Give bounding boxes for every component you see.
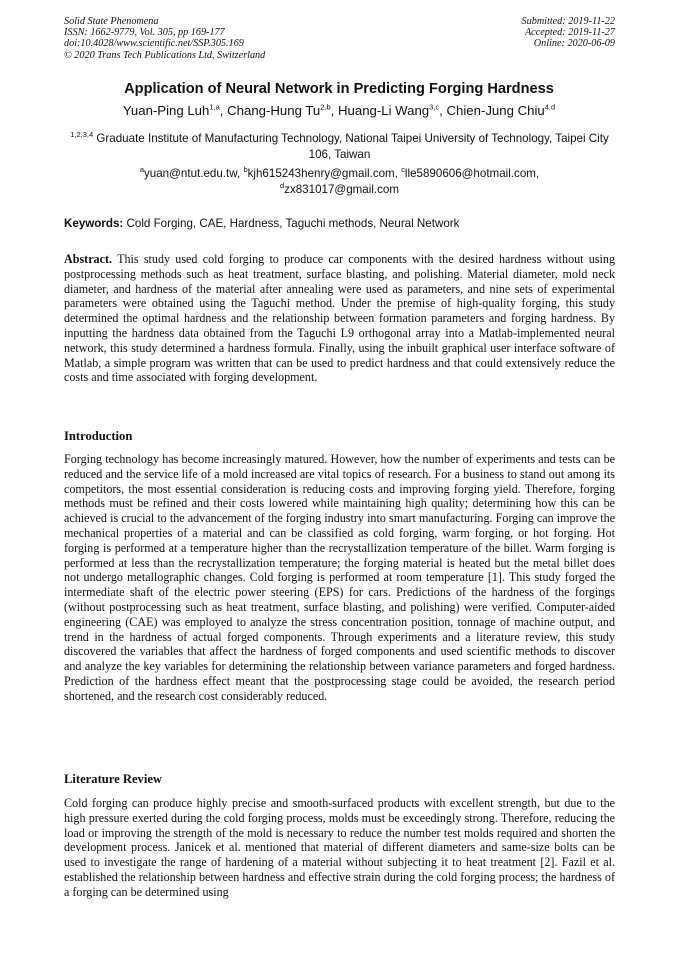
- journal-name: Solid State Phenomena: [64, 16, 159, 27]
- journal-header-right: [522, 16, 615, 50]
- affiliation: [64, 131, 615, 162]
- journal-header-left: [64, 16, 265, 61]
- email-sup: d: [279, 180, 285, 190]
- email-list: $^a$yuan@ntut.edu.tw, $^b$kjh615243henry@gmail.com, $^c$lle5890606@hotmail.com, $^d$zx831017@gmail.com: [139, 165, 540, 196]
- keywords: [64, 216, 615, 231]
- email-address: lle5890606@hotmail.com: [404, 167, 536, 180]
- journal-issn: ISSN: 1662-9779, Vol. 305, pp 169-177: [64, 27, 225, 39]
- email-sup: a: [139, 165, 144, 175]
- journal-doi: doi:10.4028/www.scientific.net/SSP.305.169: [64, 38, 244, 50]
- keywords-label: Keywords:: [64, 217, 124, 230]
- accepted-date: Accepted: 2019-11-27: [524, 27, 615, 39]
- affiliation-text: Graduate Institute of Manufacturing Technology, National Taipei University of Technology, Taipei City 106, Taiwan: [96, 132, 609, 161]
- introduction-heading: Introduction: [64, 429, 133, 443]
- email-sup: c: [401, 165, 405, 175]
- submitted-date: Submitted: 2019-11-22: [521, 16, 615, 27]
- online-date: Online: 2020-06-09: [533, 38, 615, 50]
- author-sup: 2,b: [320, 102, 331, 112]
- paper-title: Application of Neural Network in Predicting Forging Hardness: [124, 81, 554, 97]
- email-address: zx831017@gmail.com: [284, 182, 400, 196]
- author-name: Chien-Jung Chiu: [446, 103, 545, 118]
- literature-review-body: Cold forging can produce highly precise and smooth-surfaced products with excellent strength, but due to the high pressure exerted during the cold forging process, molds must be exceedingly strong. Therefore, reducing the load or improving the strength of the mold is necessary to reduce the number test molds required and shorten the development process. Janicek et al. mentioned that material of different diameters and same-size bolts can be used to investigate the range of hardening of a material without subjecting it to heat treatment [2]. Fazil et al. established the relationship between hardness and effective strain during the cold forging process; the hardness of a forging can be determined using: [64, 796, 615, 899]
- author-sup: 1,a: [209, 102, 220, 112]
- author-name: Huang-Li Wang: [338, 103, 430, 118]
- literature-review-heading: Literature Review: [64, 772, 163, 786]
- keywords-text: Cold Forging, CAE, Hardness, Taguchi methods, Neural Network: [126, 217, 460, 230]
- journal-copyright: © 2020 Trans Tech Publications Ltd, Switzerland: [64, 49, 266, 61]
- email-address: yuan@ntut.edu.tw: [143, 167, 237, 180]
- abstract: [64, 252, 615, 385]
- author-name: Yuan-Ping Luh: [122, 103, 210, 118]
- introduction-body: Forging technology has become increasingly matured. However, how the number of experiments and tests can be reduced and the service life of a mold increased are vital topics of research. For a business to stand out among its competitors, the most essential consideration is reducing costs and improving forging yield. Therefore, forging methods must be refined and their costs lowered while maintaining high quality; determining how this can be achieved is crucial to the advancement of the forging industry into smart manufacturing. Forging can improve the mechanical properties of a material and can be classified as cold forging, warm forging, or hot forging. Hot forging is performed at a temperature higher than the recrystallization temperature of the billet. Warm forging is performed at less than the recrystallization temperature; the forging material is heated but the metal billet does not undergo metallographic changes. Cold forging is performed at room temperature [1]. This study forged the intermediate shaft of the electric power steering (EPS) for cars. Predictions of the hardness of the forgings (without postprocessing such as heat treatment, surface blasting, and polishing) were verified. Computer-aided engineering (CAE) was employed to analyze the stress concentration position, tonnage of machine output, and trend in the hardness of actual forged components. Through experiments and a literature review, this study discovered the variables that affect the hardness of forged components and used scientific methods to discover and analyze the key variables for determining the relationship between variance parameters and forged hardness. Prediction of the hardness effect meant that the postprocessing stage could be avoided, the research period shortened, and the research cost considerably reduced.: [64, 452, 615, 703]
- author-list: Yuan-Ping Luh$^{1,a}$, Chang-Hung Tu$^{2,b}$, Huang-Li Wang$^{3,c}$, Chien-Jung Chiu$^{4,d}$: [122, 102, 556, 118]
- affiliation-sup: 1,2,3,4: [70, 130, 94, 140]
- email-sup: b: [243, 165, 248, 175]
- abstract-text: This study used cold forging to produce car components with the desired hardness without using postprocessing methods such as heat treatment, surface blasting, and polishing. Material diameter, mold neck diameter, and hardness of the material after annealing were used as parameters, and nine sets of experimental parameters were obtained using the Taguchi method. Under the premise of high-quality forging, this study determined the optimal hardness and the relationship between formation parameters and forging hardness. By inputting the hardness data obtained from the Taguchi L9 orthogonal array into a Matlab-implemented neural network, this study determined a hardness formula. Finally, using the inbuilt graphical user interface software of Matlab, a simple program was written that can be used to predict hardness and that could extensively reduce the costs and time associated with forging development.: [64, 252, 615, 385]
- abstract-label: Abstract.: [64, 252, 113, 266]
- email-address: kjh615243henry@gmail.com: [247, 167, 395, 180]
- author-sup: 3,c: [429, 102, 440, 112]
- author-sup: 4,d: [544, 102, 556, 112]
- author-name: Chang-Hung Tu: [227, 103, 321, 118]
